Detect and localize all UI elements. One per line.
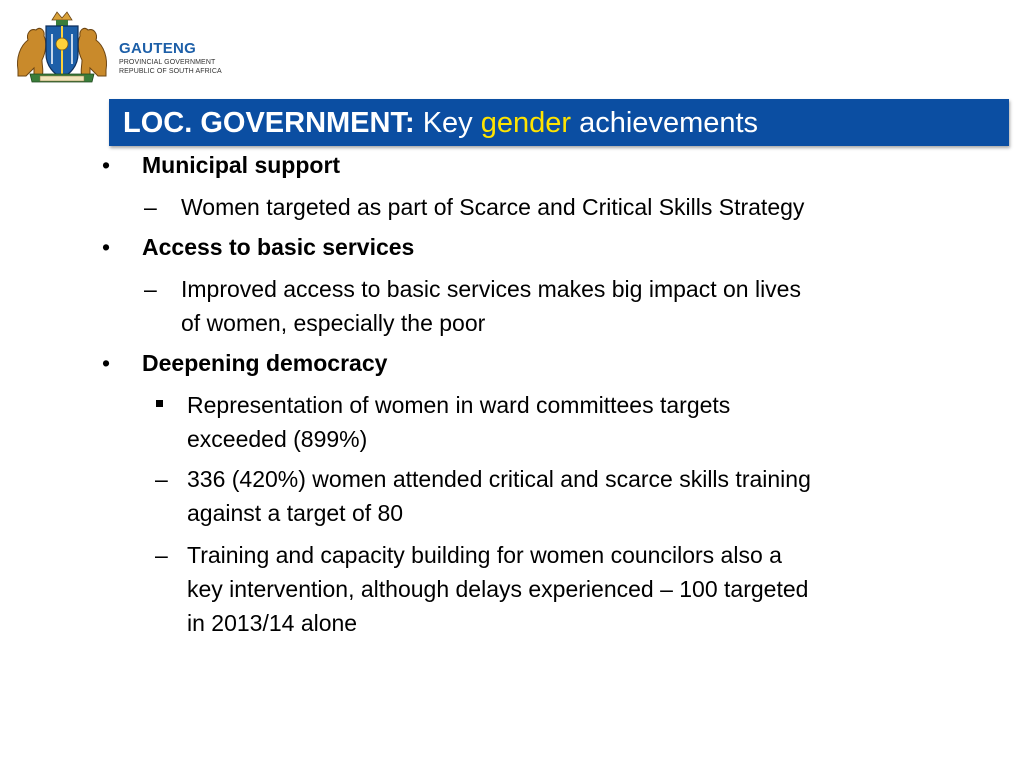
logo-country: REPUBLIC OF SOUTH AFRICA bbox=[119, 68, 222, 75]
sub-bullet-text: Training and capacity building for women councilors also a bbox=[187, 542, 782, 568]
bullet-heading-access-to-basic-services: Access to basic services bbox=[142, 234, 415, 260]
logo-name: GAUTENG bbox=[119, 40, 197, 57]
title-bold-part: LOC. GOVERNMENT: bbox=[123, 107, 415, 139]
sub-bullet-text-continued: in 2013/14 alone bbox=[187, 610, 358, 636]
sub-bullet-text: 336 (420%) women attended critical and scarce skills training bbox=[187, 466, 811, 492]
sub-bullet-text-continued: against a target of 80 bbox=[187, 500, 404, 526]
bullet-heading-municipal-support: Municipal support bbox=[142, 152, 341, 178]
sub-bullet-text: Women targeted as part of Scarce and Critical Skills Strategy bbox=[181, 194, 805, 220]
slide-title bbox=[123, 107, 758, 140]
dash-marker: – bbox=[144, 194, 157, 220]
bullet-marker: • bbox=[102, 350, 111, 376]
gauteng-logo bbox=[12, 10, 222, 85]
title-highlight: gender bbox=[480, 107, 572, 139]
sub-bullet-text-continued: key intervention, although delays experienced – 100 targeted bbox=[187, 576, 809, 602]
dash-marker: – bbox=[155, 466, 168, 492]
coat-of-arms-emblem bbox=[12, 10, 112, 85]
sub-bullet-text: Improved access to basic services makes big impact on lives bbox=[181, 276, 801, 302]
title-part-2: achievements bbox=[579, 107, 759, 139]
dash-marker: – bbox=[144, 276, 157, 302]
logo-subtitle: PROVINCIAL GOVERNMENT bbox=[119, 59, 216, 66]
dash-marker: – bbox=[155, 542, 168, 568]
sub-bullet-text: Representation of women in ward committees targets bbox=[187, 392, 731, 418]
bullet-marker: • bbox=[102, 234, 111, 260]
sub-bullet-text-continued: exceeded (899%) bbox=[187, 426, 368, 452]
bullet-heading-deepening-democracy: Deepening democracy bbox=[142, 350, 388, 376]
sub-bullet-text-continued: of women, especially the poor bbox=[181, 310, 486, 336]
square-bullet-icon bbox=[156, 400, 163, 407]
slide-title-bar bbox=[109, 99, 1009, 146]
title-part-1: Key bbox=[422, 107, 473, 139]
bullet-marker: • bbox=[102, 152, 111, 178]
